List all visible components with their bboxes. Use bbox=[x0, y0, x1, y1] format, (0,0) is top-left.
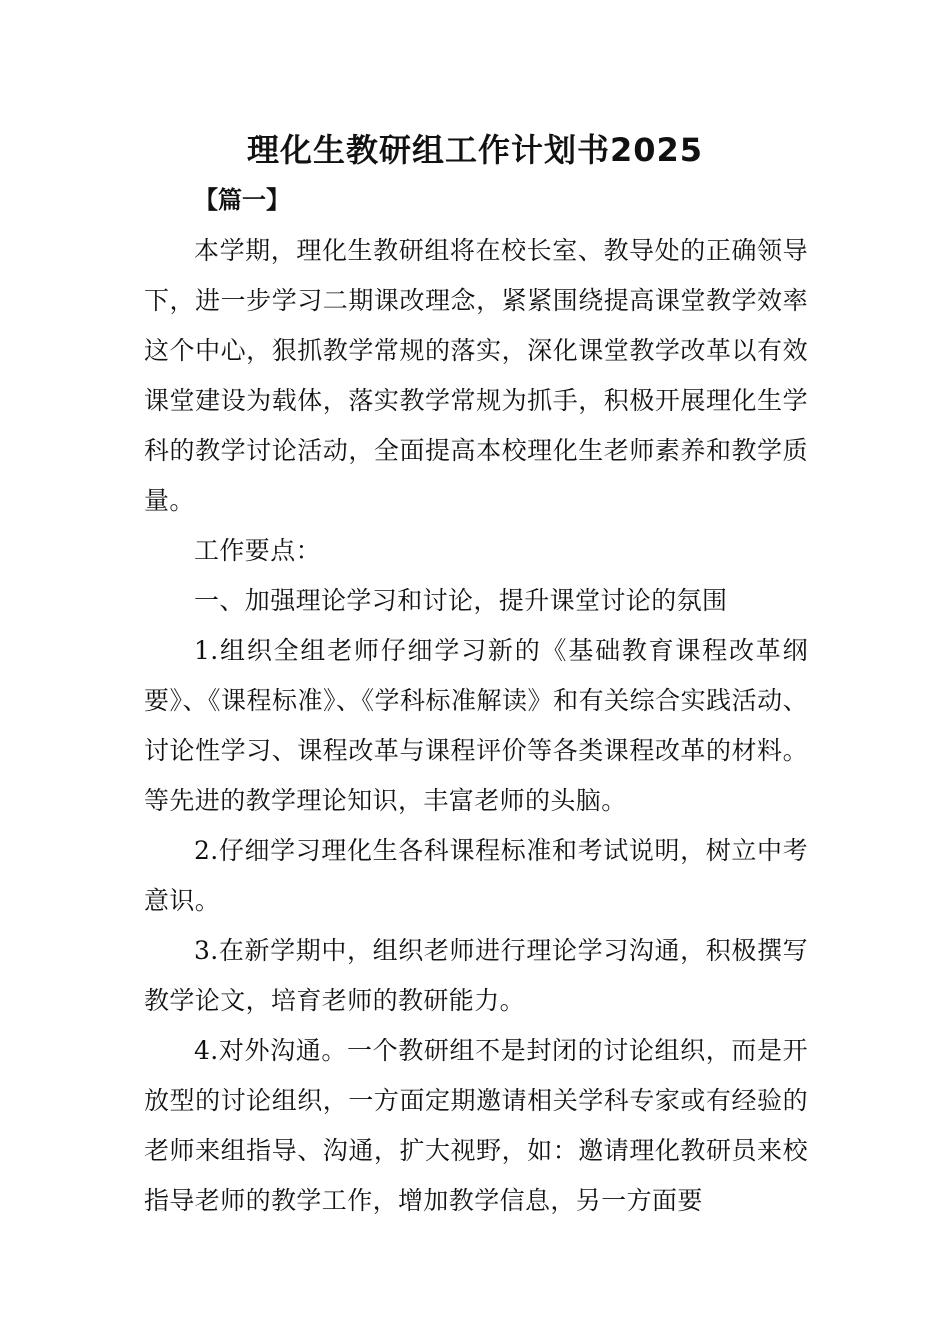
paragraph-item-1: 1.组织全组老师仔细学习新的《基础教育课程改革纲要》、《课程标准》、《学科标准解读》和有关综合实践活动、讨论性学习、课程改革与课程评价等各类课程改革的材料。等先进的教学理论知识，丰富老师的头脑。 bbox=[144, 636, 808, 815]
paragraph-item-4: 4.对外沟通。一个教研组不是封闭的讨论组织，而是开放型的讨论组织，一方面定期邀请相关学科专家或有经验的老师来组指导、沟通，扩大视野，如：邀请理化教研员来校指导老师的教学工作，增加教学信息，另一方面要 bbox=[144, 1036, 808, 1215]
paragraph-work-points: 工作要点： bbox=[194, 536, 322, 565]
paragraph-item-2: 2.仔细学习理化生各科课程标准和考试说明，树立中考意识。 bbox=[144, 836, 808, 915]
paragraph-intro: 本学期，理化生教研组将在校长室、教导处的正确领导下，进一步学习二期课改理念，紧紧围绕提高课堂教学效率这个中心，狠抓教学常规的落实，深化课堂教学改革以有效课堂建设为载体，落实教学常规为抓手，积极开展理化生学科的教学讨论活动，全面提高本校理化生老师素养和教学质量。 bbox=[144, 236, 808, 515]
paragraph-heading-one: 一、加强理论学习和讨论，提升课堂讨论的氛围 bbox=[194, 586, 728, 615]
document-body bbox=[144, 226, 808, 1226]
paragraph-item-3: 3.在新学期中，组织老师进行理论学习沟通，积极撰写教学论文，培育老师的教研能力。 bbox=[144, 936, 808, 1015]
section-label: 【篇一】 bbox=[194, 186, 290, 214]
document-title: 理化生教研组工作计划书2025 bbox=[246, 131, 704, 169]
